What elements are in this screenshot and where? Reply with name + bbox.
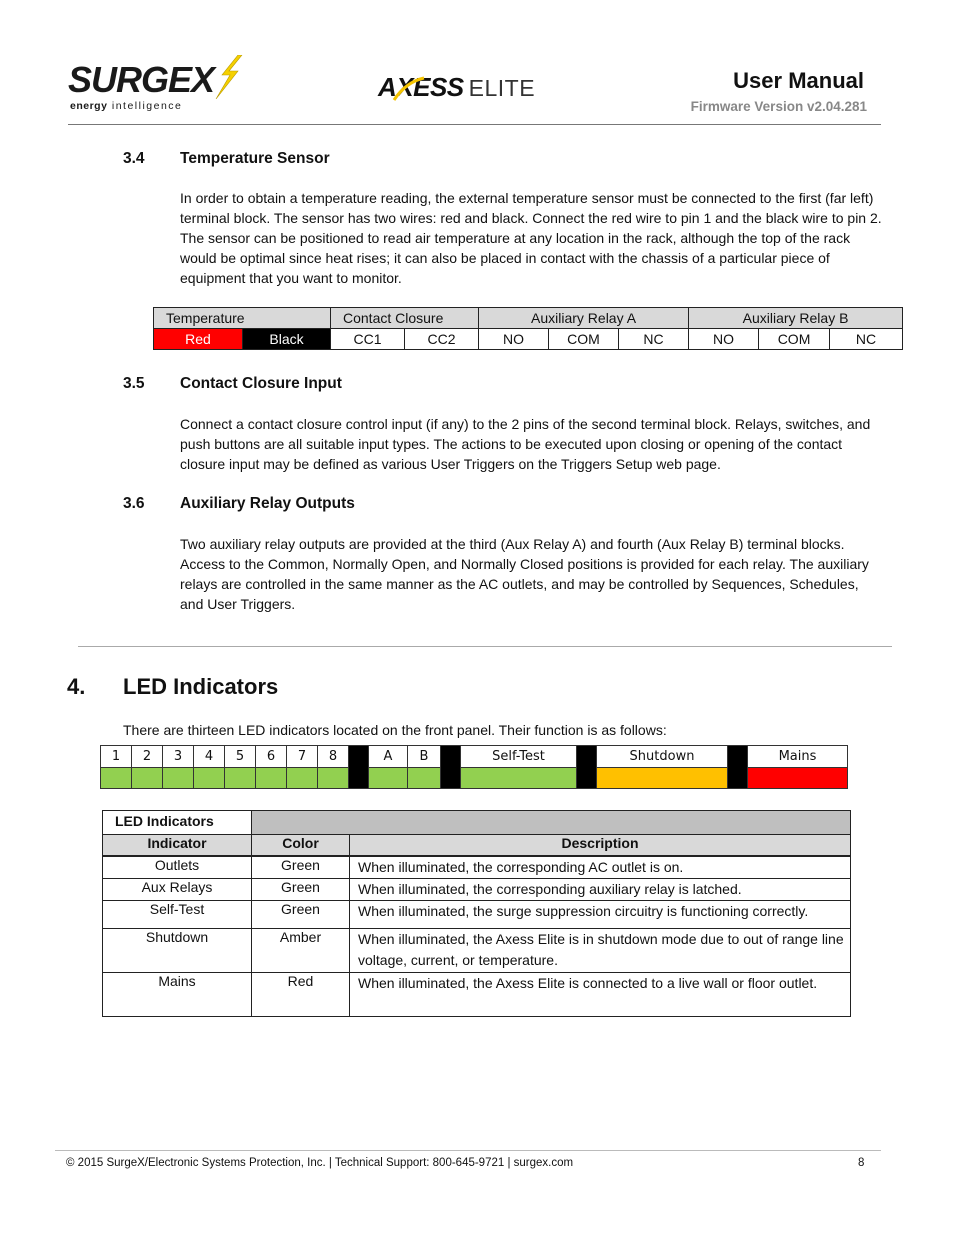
section-body: In order to obtain a temperature reading, the external temperature sensor must be connected to the first (far left) terminal block. The sensor has two wires: red and black. Connect the red wire to pin 1 and the black wire to pin 2. The sensor can be positioned to read air temperature at any location in the rack, although the top of the rack would be optimal since heat rises; it can also be placed in contact with the chassis of a particular piece of equipment that you want to monitor.	[180, 190, 882, 286]
chapter-intro: There are thirteen LED indicators located on the front panel. Their function is as follows:	[123, 722, 667, 738]
terminal-block-table	[153, 307, 903, 350]
terminal-pin: NC	[619, 329, 689, 350]
led-green-swatch	[256, 768, 287, 789]
led-green-swatch	[461, 768, 577, 789]
led-label: Shutdown	[597, 746, 728, 768]
led-description-table	[102, 810, 851, 1017]
led-label: 5	[225, 746, 256, 768]
led-amber-swatch	[597, 768, 728, 789]
section-title: Auxiliary Relay Outputs	[180, 495, 355, 512]
terminal-pin: CC2	[405, 329, 479, 350]
led-green-swatch	[163, 768, 194, 789]
section-body: Connect a contact closure control input (if any) to the 2 pins of the second terminal block. Relays, switches, and push buttons are all suitable input types. The actions to be executed upon closing or opening of the contact closure input may be defined as various User Triggers on the Triggers Setup web page.	[180, 416, 871, 472]
section-number: 3.6	[123, 495, 145, 512]
chapter-title: LED Indicators	[123, 674, 279, 699]
surgex-logo	[68, 55, 243, 117]
table-cell-indicator: Shutdown	[103, 929, 252, 973]
led-indicator-strip	[100, 745, 848, 789]
led-separator	[577, 746, 597, 789]
terminal-pin: Red	[154, 329, 243, 350]
led-label: 6	[256, 746, 287, 768]
led-green-swatch	[408, 768, 441, 789]
table-cell-description: When illuminated, the corresponding auxiliary relay is latched.	[350, 879, 851, 901]
led-label: 2	[132, 746, 163, 768]
led-label: Mains	[748, 746, 848, 768]
table-cell-color: Green	[252, 856, 350, 879]
column-header: Description	[350, 835, 851, 857]
table-cell-indicator: Aux Relays	[103, 879, 252, 901]
led-label: 8	[318, 746, 349, 768]
elite-logo-word: ELITE	[468, 75, 536, 101]
led-label: B	[408, 746, 441, 768]
led-label: A	[369, 746, 408, 768]
terminal-group-header: Auxiliary Relay B	[689, 308, 903, 329]
page-title: User Manual	[733, 68, 864, 93]
terminal-pin: NO	[479, 329, 549, 350]
lightning-bolt-icon	[208, 55, 244, 99]
terminal-pin: CC1	[331, 329, 405, 350]
section-body: Two auxiliary relay outputs are provided at the third (Aux Relay A) and fourth (Aux Relay B) terminal blocks. Access to the Common, Normally Open, and Normally Closed positions is provided for each relay. The auxiliary relays are controlled in the same manner as the AC outlets, and may be controlled by Sequences, Schedules, and User Triggers.	[180, 536, 869, 612]
led-table-caption-fill	[252, 811, 851, 835]
terminal-pin: COM	[759, 329, 830, 350]
table-cell-color: Green	[252, 879, 350, 901]
terminal-pin: COM	[549, 329, 619, 350]
axess-logo-word: AXESS	[378, 72, 464, 102]
table-cell-color: Green	[252, 901, 350, 929]
led-green-swatch	[318, 768, 349, 789]
surgex-logo-word: SURGEX	[68, 59, 215, 100]
axess-swoosh-icon	[392, 76, 426, 102]
led-green-swatch	[369, 768, 408, 789]
table-cell-description: When illuminated, the corresponding AC outlet is on.	[350, 856, 851, 879]
led-green-swatch	[101, 768, 132, 789]
led-label: 4	[194, 746, 225, 768]
terminal-group-header: Temperature	[154, 308, 331, 329]
table-cell-color: Red	[252, 973, 350, 1017]
section-title: Contact Closure Input	[180, 375, 342, 392]
led-green-swatch	[287, 768, 318, 789]
led-label: 1	[101, 746, 132, 768]
section-number: 3.4	[123, 150, 145, 167]
led-label: 3	[163, 746, 194, 768]
section-number: 3.5	[123, 375, 145, 392]
table-cell-description: When illuminated, the surge suppression circuitry is functioning correctly.	[350, 901, 851, 929]
chapter-number: 4.	[67, 674, 86, 699]
led-separator	[349, 746, 369, 789]
led-separator	[441, 746, 461, 789]
terminal-pin: NO	[689, 329, 759, 350]
table-cell-indicator: Mains	[103, 973, 252, 1017]
column-header: Color	[252, 835, 350, 857]
column-header: Indicator	[103, 835, 252, 857]
footer-text: © 2015 SurgeX/Electronic Systems Protection, Inc. | Technical Support: 800-645-9721 | surgex.com	[66, 1157, 574, 1169]
terminal-pin: Black	[243, 329, 331, 350]
led-separator	[728, 746, 748, 789]
section-title: Temperature Sensor	[180, 150, 330, 167]
surgex-tagline: energy intelligence	[70, 100, 183, 112]
led-green-swatch	[132, 768, 163, 789]
led-green-swatch	[225, 768, 256, 789]
table-cell-description: When illuminated, the Axess Elite is connected to a live wall or floor outlet.	[350, 973, 851, 1017]
header-divider	[68, 124, 881, 125]
table-cell-description: When illuminated, the Axess Elite is in shutdown mode due to out of range line voltage, current, or temperature.	[350, 929, 851, 973]
page-number: 8	[858, 1157, 865, 1169]
led-table-caption: LED Indicators	[103, 811, 252, 835]
firmware-version: Firmware Version v2.04.281	[690, 99, 867, 114]
led-red-swatch	[748, 768, 848, 789]
terminal-group-header: Auxiliary Relay A	[479, 308, 689, 329]
led-label: 7	[287, 746, 318, 768]
table-cell-indicator: Outlets	[103, 856, 252, 879]
chapter-divider	[78, 646, 892, 647]
table-cell-color: Amber	[252, 929, 350, 973]
footer-divider	[55, 1150, 881, 1151]
led-green-swatch	[194, 768, 225, 789]
terminal-group-header: Contact Closure	[331, 308, 479, 329]
terminal-pin: NC	[830, 329, 903, 350]
table-cell-indicator: Self-Test	[103, 901, 252, 929]
led-label: Self-Test	[461, 746, 577, 768]
